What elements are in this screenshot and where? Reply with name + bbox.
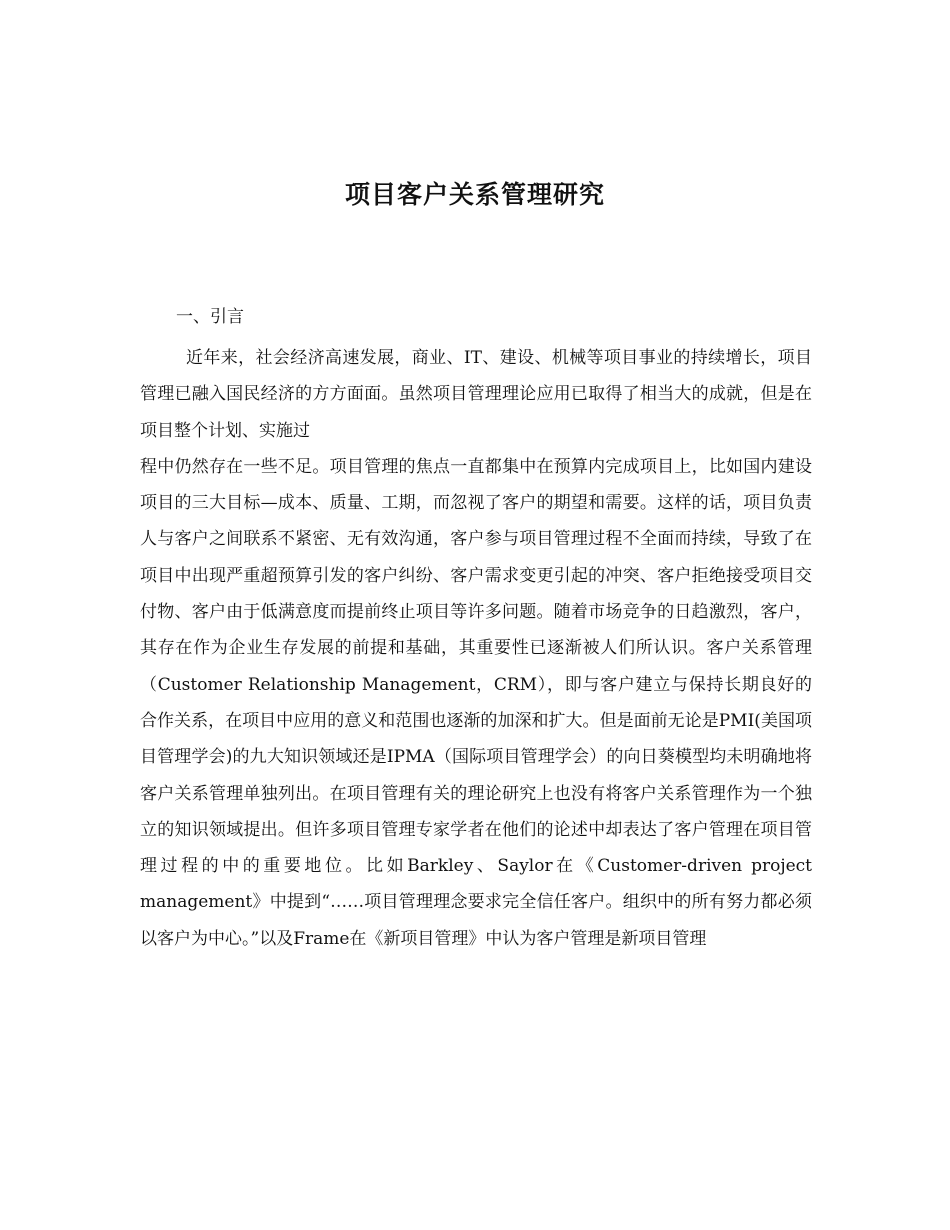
paragraph: 近年来，社会经济高速发展，商业、IT、建设、机械等项目事业的持续增长，项目管理已融入国民经济的方方面面。虽然项目管理理论应用已取得了相当大的成就，但是在项目整个计划、实施过 [140, 348, 812, 441]
paragraph: 程中仍然存在一些不足。项目管理的焦点一直都集中在预算内完成项目上，比如国内建设项目的三大目标—成本、质量、工期，而忽视了客户的期望和需要。这样的话，项目负责人与客户之间联系不紧密、无有效沟通，客户参与项目管理过程不全面而持续，导致了在项目中出现严重超预算引发的客户纠纷、客户需求变更引起的冲突、客户拒绝接受项目交付物、客户由于低满意度而提前终止项目等许多问题。随着市场竞争的日趋激烈，客户，其存在作为企业生存发展的前提和基础，其重要性已逐渐被人们所认识。客户关系管理（Customer Relationship Management，CRM），即与客户建立与保持长期良好的合作关系，在项目中应用的意义和范围也逐渐的加深和扩大。但是面前无论是PMI(美国项目管理学会)的九大知识领域还是IPMA（国际项目管理学会）的向日葵模型均未明确地将客户关系管理单独列出。在项目管理有关的理论研究上也没有将客户关系管理作为一个独立的知识领域提出。但许多项目管理专家学者在他们的论述中却表达了客户管理在项目管理过程的中的重要地位。比如Barkley、Saylor在《Customer-driven project management》中提到“……项目管理理念要求完全信任客户。组织中的所有努力都必须以客户为中心。”以及Frame在《新项目管理》中认为客户管理是新项目管理 [140, 456, 812, 949]
document-title: 项目客户关系管理研究 [344, 180, 605, 209]
document-body [140, 340, 812, 957]
section-heading: 一、引言 [176, 307, 244, 327]
